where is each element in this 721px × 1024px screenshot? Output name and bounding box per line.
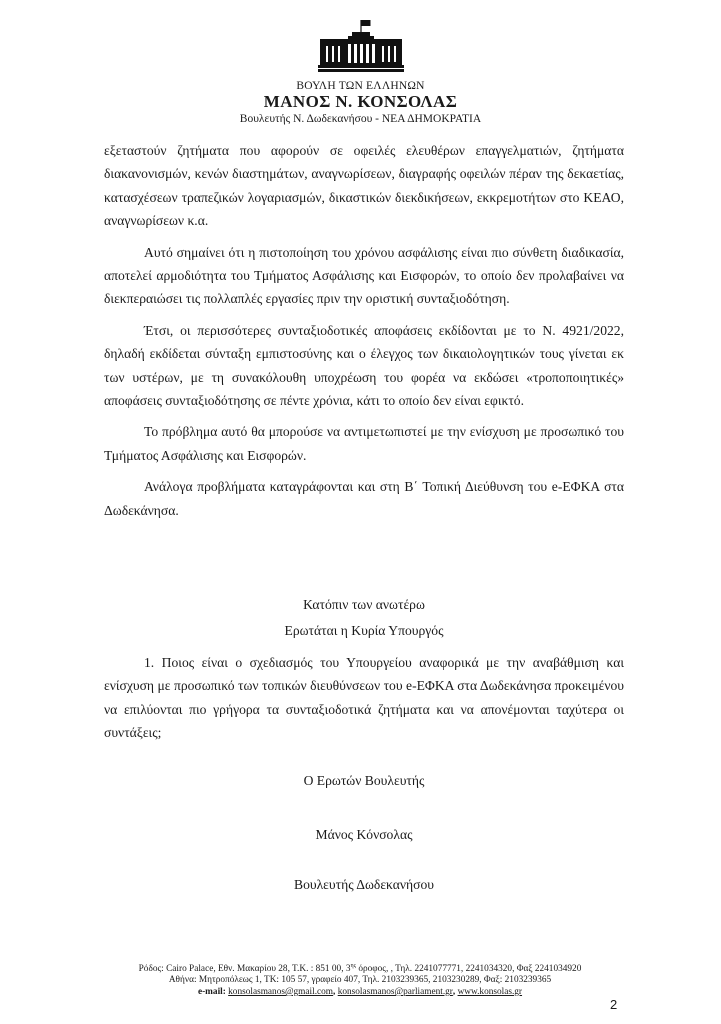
- parliament-building-icon: [318, 18, 404, 74]
- email-link-gmail[interactable]: konsolasmanos@gmail.com: [228, 987, 334, 997]
- email-link-parliament[interactable]: konsolasmanos@parliament.gr: [337, 987, 453, 997]
- signer-role: Βουλευτής Δωδεκανήσου: [294, 877, 434, 892]
- mp-name: ΜΑΝΟΣ Ν. ΚΟΝΣΟΛΑΣ: [263, 92, 458, 111]
- mp-role: Βουλευτής Ν. Δωδεκανήσου - ΝΕΑ ΔΗΜΟΚΡΑΤΙΑ: [239, 113, 482, 125]
- signer-name: Μάνος Κόνσολας: [315, 827, 413, 842]
- page-number: 2: [610, 997, 618, 1012]
- footer-address-rhodes: Ρόδος: Cairo Palace, Εθν. Μακαρίου 28, Τ.Κ. : 851 00, $3^{\eta\varsigma}$ όροφος, , Τηλ. 2241077771, 2241034320, Φαξ 2241034920: [138, 963, 582, 975]
- paragraph-3: Έτσι, οι περισσότερες συνταξιοδοτικές αποφάσεις εκδίδονται με το Ν. 4921/2022, δηλαδή εκδίδεται σύνταξη εμπιστοσύνης και ο έλεγχος των δικαιολογητικών τους γίνεται εκ των υστέρων, με τη συνακόλουθη υποχρέωση του φορέα να εκδώσει «τροποποιητικές» αποφάσεις συνταξιοδότησης σε πέντε χρόνια, κάτι το οποίο δεν είναι εφικτό.: [104, 322, 624, 409]
- signer-title: Ο Ερωτών Βουλευτής: [303, 773, 425, 788]
- question-1: 1. Ποιος είναι ο σχεδιασμός του Υπουργείου αναφορικά με την αναβάθμιση και ενίσχυση με προσωπικό των τοπικών διευθύνσεων του e-ΕΦΚΑ στα Δωδεκάνησα προκειμένου να επιλύονται πιο γρήγορα τα συνταξιοδοτικά ζητήματα και να απονέμονται ταχύτερα οι συντάξεις;: [104, 655, 624, 741]
- following-line: Κατόπιν των ανωτέρω: [303, 597, 425, 612]
- paragraph-2: Αυτό σημαίνει ότι η πιστοποίηση του χρόνου ασφάλισης είναι πιο σύνθετη διαδικασία, αποτελεί αρμοδιότητα του Τμήματος Ασφάλισης και Εισφορών, το οποίο δεν προλαβαίνει να διεκπεραιώσει τις πολλαπλές εργασίες πριν την οριστική συνταξιοδότηση.: [104, 244, 624, 307]
- website-link[interactable]: www.konsolas.gr: [457, 987, 523, 997]
- paragraph-5: Ανάλογα προβλήματα καταγράφονται και στη Β΄ Τοπική Διεύθυνση του e-ΕΦΚΑ στα Δωδεκάνησα.: [104, 479, 624, 518]
- paragraph-4: Το πρόβλημα αυτό θα μπορούσε να αντιμετωπιστεί με την ενίσχυση με προσωπικό του Τμήματος Ασφάλισης και Εισφορών.: [104, 424, 624, 463]
- question-heading: Ερωτάται η Κυρία Υπουργός: [284, 623, 444, 638]
- footer-address-athens: Αθήνα: Μητροπόλεως 1, ΤΚ: 105 57, γραφείο 407, Τηλ. 2103239365, 2103230289, Φαξ: 2103239365: [168, 975, 552, 985]
- paragraph-1: εξεταστούν ζητήματα που αφορούν σε οφειλές ελευθέρων επαγγελματιών, ζητήματα διακανονισμών, κενών διαστημάτων, αναγνωρίσεων, διαγραφής οφειλών πέραν της δεκαετίας, κατασχέσεων τραπεζικών λογαριασμών, δικαστικών διεκδικήσεων, εκκρεμοτήτων στο ΚΕΑΟ, αναγνωρίσεων κ.α.: [104, 143, 624, 229]
- footer-contacts: e-mail: konsolasmanos@gmail.com, konsolasmanos@parliament.gr, www.konsolas.gr: [197, 987, 523, 997]
- parliament-label: ΒΟΥΛΗ ΤΩΝ ΕΛΛΗΝΩΝ: [296, 80, 425, 92]
- letter-body: [104, 139, 624, 530]
